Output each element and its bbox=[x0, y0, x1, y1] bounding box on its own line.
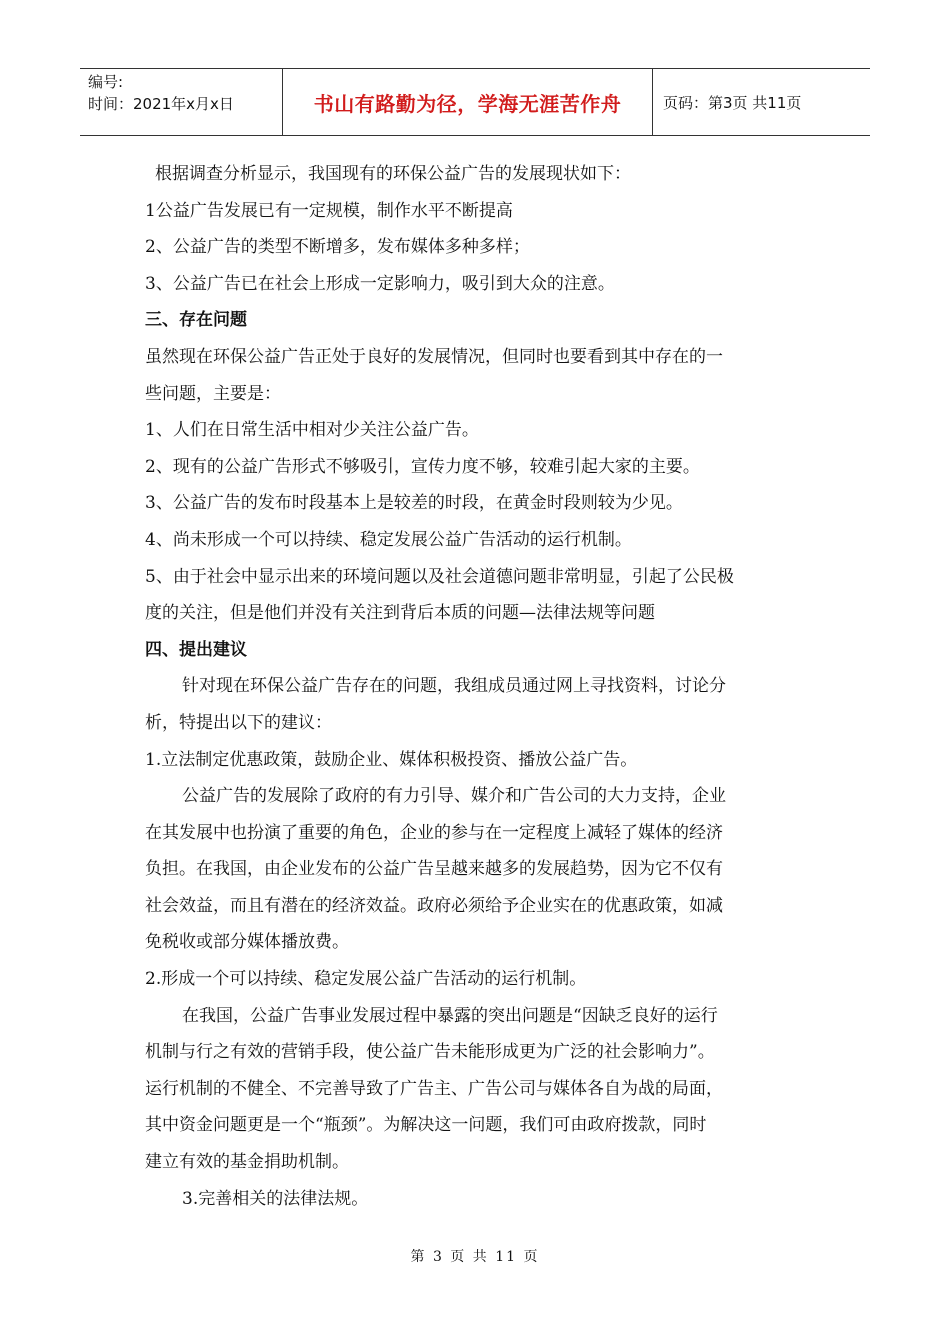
list-item: 2、公益广告的类型不断增多，发布媒体多种多样； bbox=[145, 237, 530, 258]
header-motto-cell bbox=[283, 69, 653, 135]
paragraph-line: 虽然现在环保公益广告正处于良好的发展情况，但同时也要看到其中存在的一 bbox=[145, 346, 723, 367]
list-item: 1.立法制定优惠政策，鼓励企业、媒体积极投资、播放公益广告。 bbox=[145, 749, 638, 770]
list-item: 3、公益广告的发布时段基本上是较差的时段，在黄金时段则较为少见。 bbox=[145, 493, 683, 514]
document-header bbox=[80, 68, 870, 136]
list-item: 2、现有的公益广告形式不够吸引，宣传力度不够，较难引起大家的主要。 bbox=[145, 456, 700, 477]
intro-paragraph: 根据调查分析显示，我国现有的环保公益广告的发展现状如下： bbox=[155, 164, 631, 184]
section-heading: 四、提出建议 bbox=[145, 639, 247, 660]
document-body bbox=[145, 156, 810, 1217]
paragraph-line: 在其发展中也扮演了重要的角色，企业的参与在一定程度上减轻了媒体的经济 bbox=[145, 822, 723, 843]
number-label: 编号: bbox=[88, 73, 124, 91]
list-item: 3.完善相关的法律法规。 bbox=[182, 1188, 369, 1209]
paragraph-line: 运行机制的不健全、不完善导致了广告主、广告公司与媒体各自为战的局面， bbox=[145, 1078, 723, 1099]
list-item: 3、公益广告已在社会上形成一定影响力，吸引到大众的注意。 bbox=[145, 273, 615, 294]
motto-text: 书山有路勤为径，学海无涯苦作舟 bbox=[313, 91, 622, 116]
header-page-cell bbox=[653, 69, 870, 135]
paragraph-line: 在我国，公益广告事业发展过程中暴露的突出问题是“因缺乏良好的运行 bbox=[182, 1005, 718, 1026]
paragraph-line: 公益广告的发展除了政府的有力引导、媒介和广告公司的大力支持，企业 bbox=[182, 786, 726, 807]
header-meta bbox=[80, 69, 283, 135]
paragraph-line: 免税收或部分媒体播放费。 bbox=[145, 932, 349, 953]
paragraph-line: 度的关注，但是他们并没有关注到背后本质的问题—法律法规等问题 bbox=[145, 603, 655, 624]
page-footer: 第 3 页 共 11 页 bbox=[410, 1249, 540, 1265]
paragraph-line: 负担。在我国，由企业发布的公益广告呈越来越多的发展趋势，因为它不仅有 bbox=[145, 859, 723, 880]
page-info: 页码：第3页 共11页 bbox=[663, 93, 802, 112]
paragraph-line: 社会效益，而且有潜在的经济效益。政府必须给予企业实在的优惠政策，如减 bbox=[145, 895, 723, 916]
paragraph-line: 析，特提出以下的建议： bbox=[145, 712, 332, 733]
paragraph-line: 些问题，主要是： bbox=[145, 383, 281, 404]
paragraph-line: 针对现在环保公益广告存在的问题，我组成员通过网上寻找资料，讨论分 bbox=[182, 676, 726, 697]
list-item: 1、人们在日常生活中相对少关注公益广告。 bbox=[145, 420, 479, 441]
list-item: 2.形成一个可以持续、稳定发展公益广告活动的运行机制。 bbox=[145, 969, 587, 990]
paragraph-line: 机制与行之有效的营销手段，使公益广告未能形成更为广泛的社会影响力”。 bbox=[145, 1042, 715, 1063]
paragraph-line: 其中资金问题更是一个“瓶颈”。为解决这一问题，我们可由政府拨款，同时 bbox=[145, 1115, 707, 1136]
list-item: 4、尚未形成一个可以持续、稳定发展公益广告活动的运行机制。 bbox=[145, 529, 632, 550]
list-item: 1公益广告发展已有一定规模，制作水平不断提高 bbox=[145, 200, 513, 221]
time-label: 时间：2021年x月x日 bbox=[88, 95, 234, 113]
section-heading: 三、存在问题 bbox=[145, 310, 247, 331]
paragraph-line: 建立有效的基金捐助机制。 bbox=[145, 1152, 349, 1173]
list-item: 5、由于社会中显示出来的环境问题以及社会道德问题非常明显，引起了公民极 bbox=[145, 566, 734, 587]
